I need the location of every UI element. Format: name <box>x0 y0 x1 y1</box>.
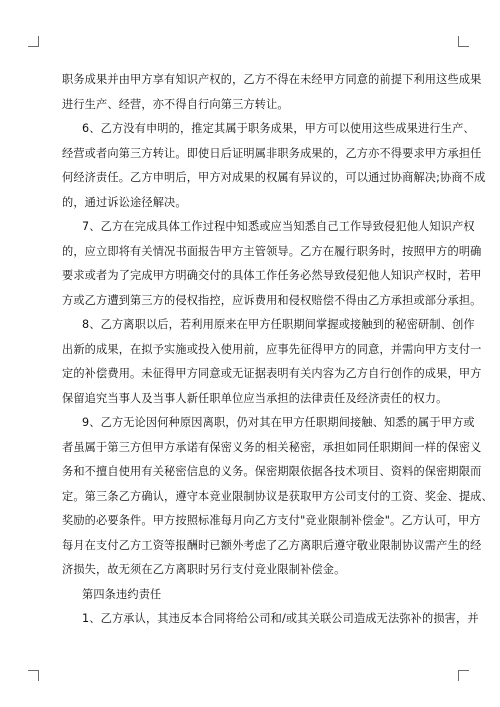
para-clause-7 <box>62 215 482 313</box>
text-line: 定。第三条乙方确认，遵守本竞业限制协议是获取甲方公司支付的工资、奖金、提成、 <box>62 489 493 503</box>
para-continuation <box>62 68 482 117</box>
section-heading-article-4 <box>62 583 444 608</box>
text-line: 进行生产、经营，亦不得自行向第三方转让。 <box>62 97 289 111</box>
text-line: 第四条违约责任 <box>82 587 162 601</box>
text-line: 7、乙方在完成具体工作过程中知悉或应当知悉自己工作导致侵犯他人知识产权 <box>82 220 475 233</box>
text-line: 经营或者向第三方转让。即使日后证明属非职务成果的，乙方亦不得要求甲方承担任 <box>62 146 482 160</box>
text-line: 每月在支付乙方工资等报酬时已额外考虑了乙方离职后遵守敬业限制协议需产生的经 <box>62 538 482 552</box>
text-line: 6、乙方没有申明的，推定其属于职务成果，甲方可以使用这些成果进行生产、 <box>82 122 475 135</box>
text-line: 者虽属于第三方但甲方承诺有保密义务的相关秘密，承担如同任职期间一样的保密义 <box>62 440 482 454</box>
text-line: 要求或者为了完成甲方明确交付的具体工作任务必然导致侵犯他人知识产权时，若甲 <box>62 269 482 282</box>
para-clause-8 <box>62 313 482 411</box>
document-body <box>62 68 493 632</box>
crop-mark-bottom-right <box>458 670 469 681</box>
text-line: 保留追究当事人及当事人新任职单位应当承担的法律责任及经济责任的权力。 <box>62 391 448 405</box>
para-clause-9 <box>62 411 493 583</box>
text-line: 8、乙方离职以后，若利用原来在甲方任职期间掌握或接触到的秘密研制、创作 <box>82 318 475 331</box>
text-line: 方或乙方遭到第三方的侵权指控，应诉费用和侵权赔偿不得由乙方承担或部分承担。 <box>62 293 482 307</box>
text-line: 出新的成果，在拟予实施或投入使用前，应事先征得甲方的同意，并需向甲方支付一 <box>62 342 482 356</box>
para-article-4-clause-1 <box>62 607 479 632</box>
text-line: 的，通过诉讼途径解决。 <box>62 195 187 209</box>
crop-mark-top-left <box>28 36 39 47</box>
para-clause-6 <box>62 117 486 215</box>
text-line: 职务成果并由甲方享有知识产权的，乙方不得在未经甲方同意的前提下利用这些成果 <box>62 73 482 86</box>
text-line: 济损失，故无须在乙方离职时另行支付竞业限制补偿金。 <box>62 563 346 576</box>
crop-mark-bottom-left <box>28 670 39 681</box>
text-line: 9、乙方无论因何种原因离职，仍对其在甲方任职期间接触、知悉的属于甲方或 <box>82 416 475 429</box>
text-line: 定的补偿费用。未征得甲方同意或无证据表明有关内容为乙方自行创作的成果，甲方 <box>62 367 482 380</box>
text-line: 务和不擅自使用有关秘密信息的义务。保密期限依据各技术项目、资料的保密期限而 <box>62 465 482 478</box>
text-line: 的，应立即将有关情况书面报告甲方主管领导。乙方在履行职务时，按照甲方的明确 <box>62 244 482 258</box>
text-line: 何经济责任。乙方申明后，甲方对成果的权属有异议的，可以通过协商解决;协商不成 <box>62 171 486 184</box>
crop-mark-top-right <box>458 36 469 47</box>
text-line: 1、乙方承认，其违反本合同将给公司和/或其关联公司造成无法弥补的损害，并 <box>82 612 479 625</box>
text-line: 奖励的必要条件。甲方按照标准每月向乙方支付"竞业限制补偿金"。乙方认可，甲方 <box>62 514 481 527</box>
